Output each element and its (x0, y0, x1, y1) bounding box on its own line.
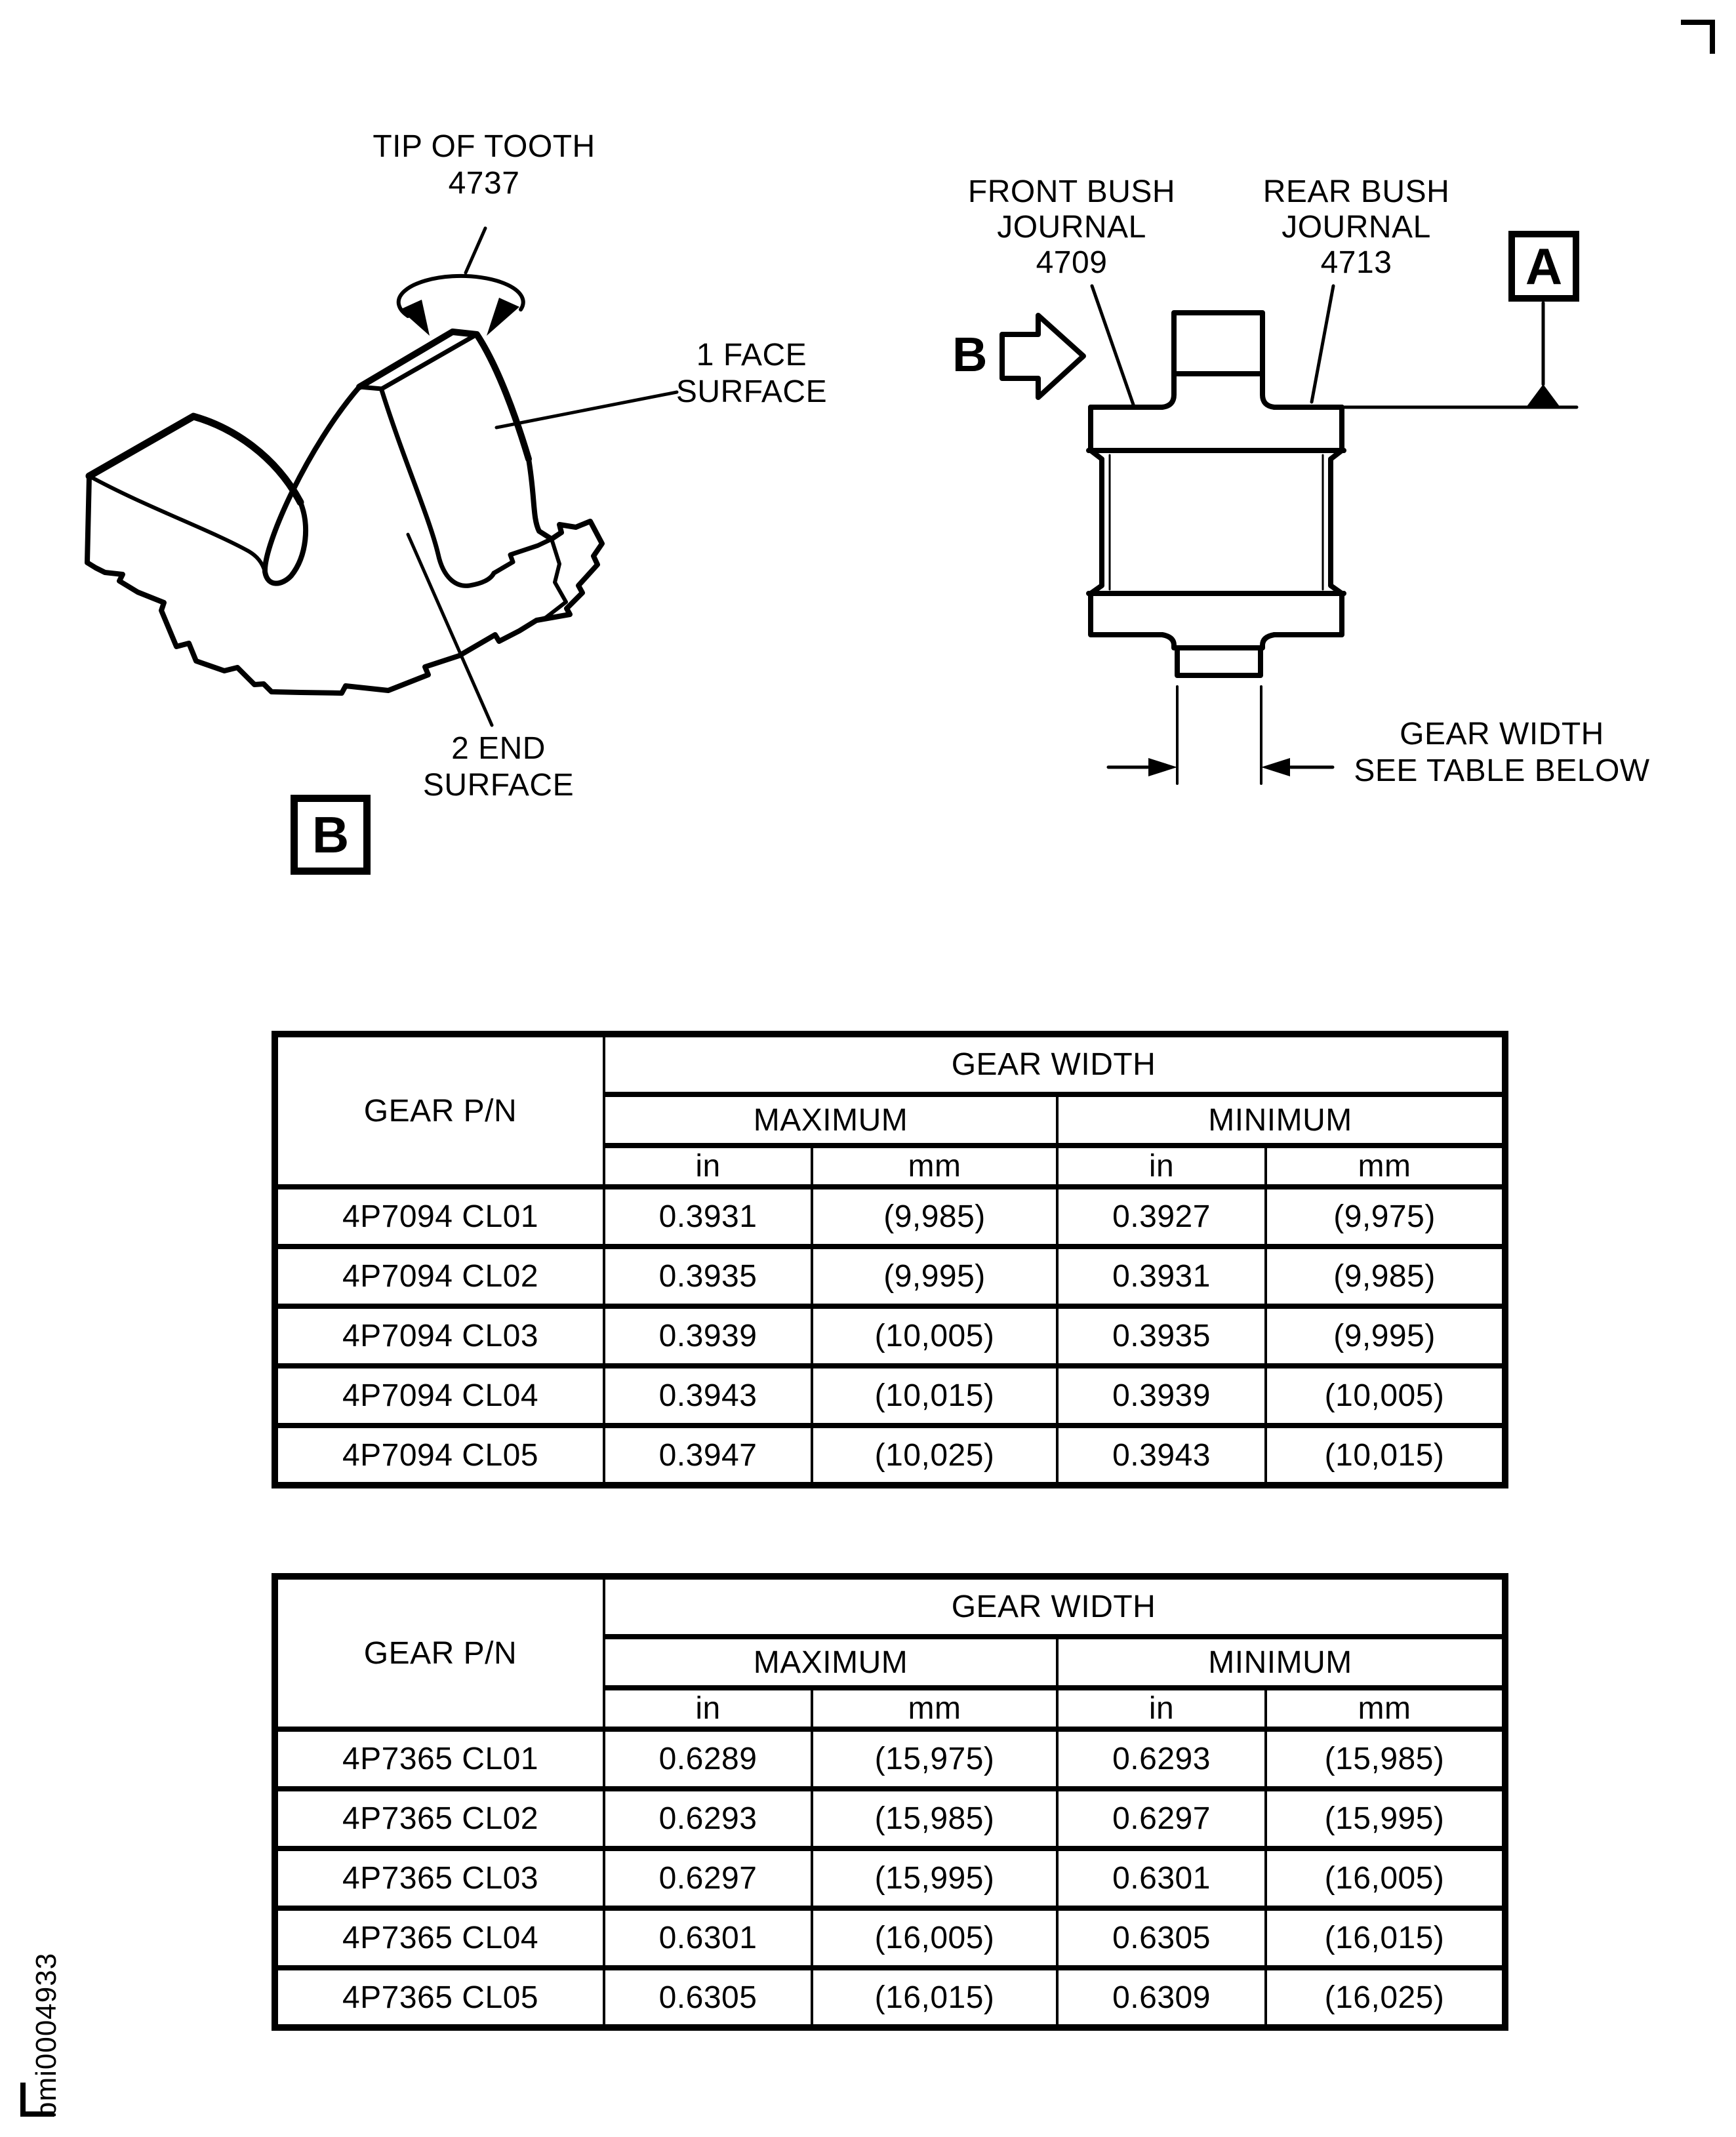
table-group-header-row (275, 1576, 1505, 1637)
end-surface-label-line2: SURFACE (422, 768, 575, 803)
gear-width-note-line2: SEE TABLE BELOW (1354, 753, 1650, 788)
corner-header-cell: GEAR P/N (275, 1576, 604, 1729)
table-cell: 0.3931 (1057, 1247, 1266, 1306)
unit-header-cell: mm (1266, 1688, 1505, 1729)
table-cell: 4P7365 CL01 (275, 1729, 604, 1789)
top-flange-band (1089, 407, 1344, 450)
unit-header-cell: in (604, 1146, 812, 1187)
datum-a-box (1508, 231, 1579, 302)
table-cell: 0.6305 (1057, 1908, 1266, 1968)
table-cell: (9,985) (1266, 1247, 1505, 1306)
table-cell: 0.6301 (1057, 1848, 1266, 1908)
table-group-header-row (275, 1034, 1505, 1094)
table-row (275, 1729, 1505, 1789)
tip-of-tooth-label (320, 129, 648, 202)
table-row (275, 1247, 1505, 1306)
ellipse-arrowhead-right (487, 298, 519, 336)
table-cell: 4P7094 CL03 (275, 1306, 604, 1366)
front-bush-label-line1: FRONT BUSH (967, 174, 1176, 209)
table-cell: 4P7094 CL05 (275, 1426, 604, 1485)
unit-header-cell: in (1057, 1688, 1266, 1729)
top-journal-shaft (1162, 313, 1274, 407)
minimum-header-cell: MINIMUM (1057, 1637, 1505, 1688)
table-cell: 0.6289 (604, 1729, 812, 1789)
table-cell: 4P7365 CL05 (275, 1968, 604, 2027)
table-row (275, 1306, 1505, 1366)
table-cell: 0.6305 (604, 1968, 812, 2027)
table-row (275, 1789, 1505, 1848)
table-cell: (16,005) (812, 1908, 1057, 1968)
group-header-cell: GEAR WIDTH (604, 1034, 1505, 1094)
table-cell: (16,005) (1266, 1848, 1505, 1908)
table-cell: 0.3935 (1057, 1306, 1266, 1366)
face-surface-label-line1: 1 FACE (696, 338, 807, 372)
table-cell: (15,985) (1266, 1729, 1505, 1789)
table-cell: 4P7365 CL03 (275, 1848, 604, 1908)
unit-header-cell: in (1057, 1146, 1266, 1187)
table-cell: (15,985) (812, 1789, 1057, 1848)
table-row (275, 1908, 1505, 1968)
table-cell: (15,995) (812, 1848, 1057, 1908)
table-cell: (16,025) (1266, 1968, 1505, 2027)
datum-triangle (1526, 384, 1560, 407)
rear-bush-callout-number: 4713 (1320, 245, 1392, 280)
table-cell: 4P7094 CL02 (275, 1247, 604, 1306)
tip-of-tooth-callout-number: 4737 (448, 166, 520, 201)
end-surface-label-line1: 2 END (451, 731, 546, 766)
table-cell: (16,015) (812, 1968, 1057, 2027)
dimension-extension-lines (1177, 687, 1261, 784)
table-cell: 0.3939 (604, 1306, 812, 1366)
table-row (275, 1187, 1505, 1247)
gear-width-note-line1: GEAR WIDTH (1400, 717, 1604, 751)
group-header-cell: GEAR WIDTH (604, 1576, 1505, 1637)
table-cell: (10,025) (812, 1426, 1057, 1485)
tip-of-tooth-label-line1: TIP OF TOOTH (373, 129, 595, 164)
rear-journal-leader-line (1312, 286, 1333, 402)
view-b-identifier-letter: B (312, 805, 350, 864)
table-cell: 4P7365 CL04 (275, 1908, 604, 1968)
rear-bush-label-line2: JOURNAL (1282, 210, 1431, 245)
table-cell: 0.3931 (604, 1187, 812, 1247)
table-row (275, 1426, 1505, 1485)
gear-width-table-4p7365 (272, 1573, 1508, 2031)
gear-width-note (1344, 716, 1659, 789)
front-bush-journal-label (940, 174, 1203, 281)
table-cell: (10,005) (812, 1306, 1057, 1366)
table-cell: 0.6297 (604, 1848, 812, 1908)
table-cell: (15,975) (812, 1729, 1057, 1789)
table-cell: (9,995) (1266, 1306, 1505, 1366)
front-bush-callout-number: 4709 (1036, 245, 1108, 280)
table-cell: 0.3947 (604, 1426, 812, 1485)
table-row (275, 1366, 1505, 1426)
front-journal-leader-line (1092, 286, 1133, 405)
table-cell: 4P7094 CL01 (275, 1187, 604, 1247)
figure-id-text: bmi0004933 (30, 1952, 62, 2118)
bottom-flange-band (1089, 593, 1344, 635)
table-cell: (16,015) (1266, 1908, 1505, 1968)
front-bush-label-line2: JOURNAL (997, 210, 1146, 245)
table-cell: (9,985) (812, 1187, 1057, 1247)
table-cell: 0.6293 (1057, 1729, 1266, 1789)
table-cell: 0.3927 (1057, 1187, 1266, 1247)
table-cell: (9,995) (812, 1247, 1057, 1306)
gear-body-chamfer-lines (1110, 455, 1323, 589)
table-row (275, 1848, 1505, 1908)
table-cell: 0.3935 (604, 1247, 812, 1306)
table-cell: 0.6293 (604, 1789, 812, 1848)
bottom-journal-shaft (1162, 635, 1274, 675)
rear-bush-journal-label (1225, 174, 1487, 281)
technical-line-art (0, 0, 1736, 951)
table-cell: 0.3943 (604, 1366, 812, 1426)
tip-leader-line (466, 228, 485, 273)
table-cell: (10,015) (1266, 1426, 1505, 1485)
end-surface-label (361, 730, 636, 804)
minimum-header-cell: MINIMUM (1057, 1094, 1505, 1146)
table-cell: 0.6309 (1057, 1968, 1266, 2027)
table-cell: (10,015) (812, 1366, 1057, 1426)
table-cell: 0.6301 (604, 1908, 812, 1968)
view-b-arrow (1002, 315, 1083, 397)
datum-a-letter: A (1525, 237, 1563, 295)
table-cell: (9,975) (1266, 1187, 1505, 1247)
view-b-arrow-letter: B (952, 327, 988, 382)
gear-width-table-4p7094 (272, 1031, 1508, 1488)
gear-body-sides (1091, 450, 1342, 593)
ellipse-arrowhead-left (400, 300, 430, 336)
rear-bush-label-line1: REAR BUSH (1262, 174, 1450, 209)
dimension-arrowhead-left (1148, 758, 1177, 776)
table-cell: (15,995) (1266, 1789, 1505, 1848)
table-cell: 0.3939 (1057, 1366, 1266, 1426)
dimension-arrowhead-right (1261, 758, 1290, 776)
face-surface-label (620, 337, 883, 410)
unit-header-cell: mm (1266, 1146, 1505, 1187)
unit-header-cell: mm (812, 1146, 1057, 1187)
face-surface-label-line2: SURFACE (676, 374, 828, 409)
table-cell: (10,005) (1266, 1366, 1505, 1426)
table-cell: 0.6297 (1057, 1789, 1266, 1848)
maximum-header-cell: MAXIMUM (604, 1637, 1057, 1688)
table-cell: 4P7094 CL04 (275, 1366, 604, 1426)
view-b-identifier-box (291, 795, 371, 875)
maximum-header-cell: MAXIMUM (604, 1094, 1057, 1146)
table-cell: 0.3943 (1057, 1426, 1266, 1485)
table-row (275, 1968, 1505, 2027)
table-cell: 4P7365 CL02 (275, 1789, 604, 1848)
corner-header-cell: GEAR P/N (275, 1034, 604, 1187)
unit-header-cell: mm (812, 1688, 1057, 1729)
unit-header-cell: in (604, 1688, 812, 1729)
